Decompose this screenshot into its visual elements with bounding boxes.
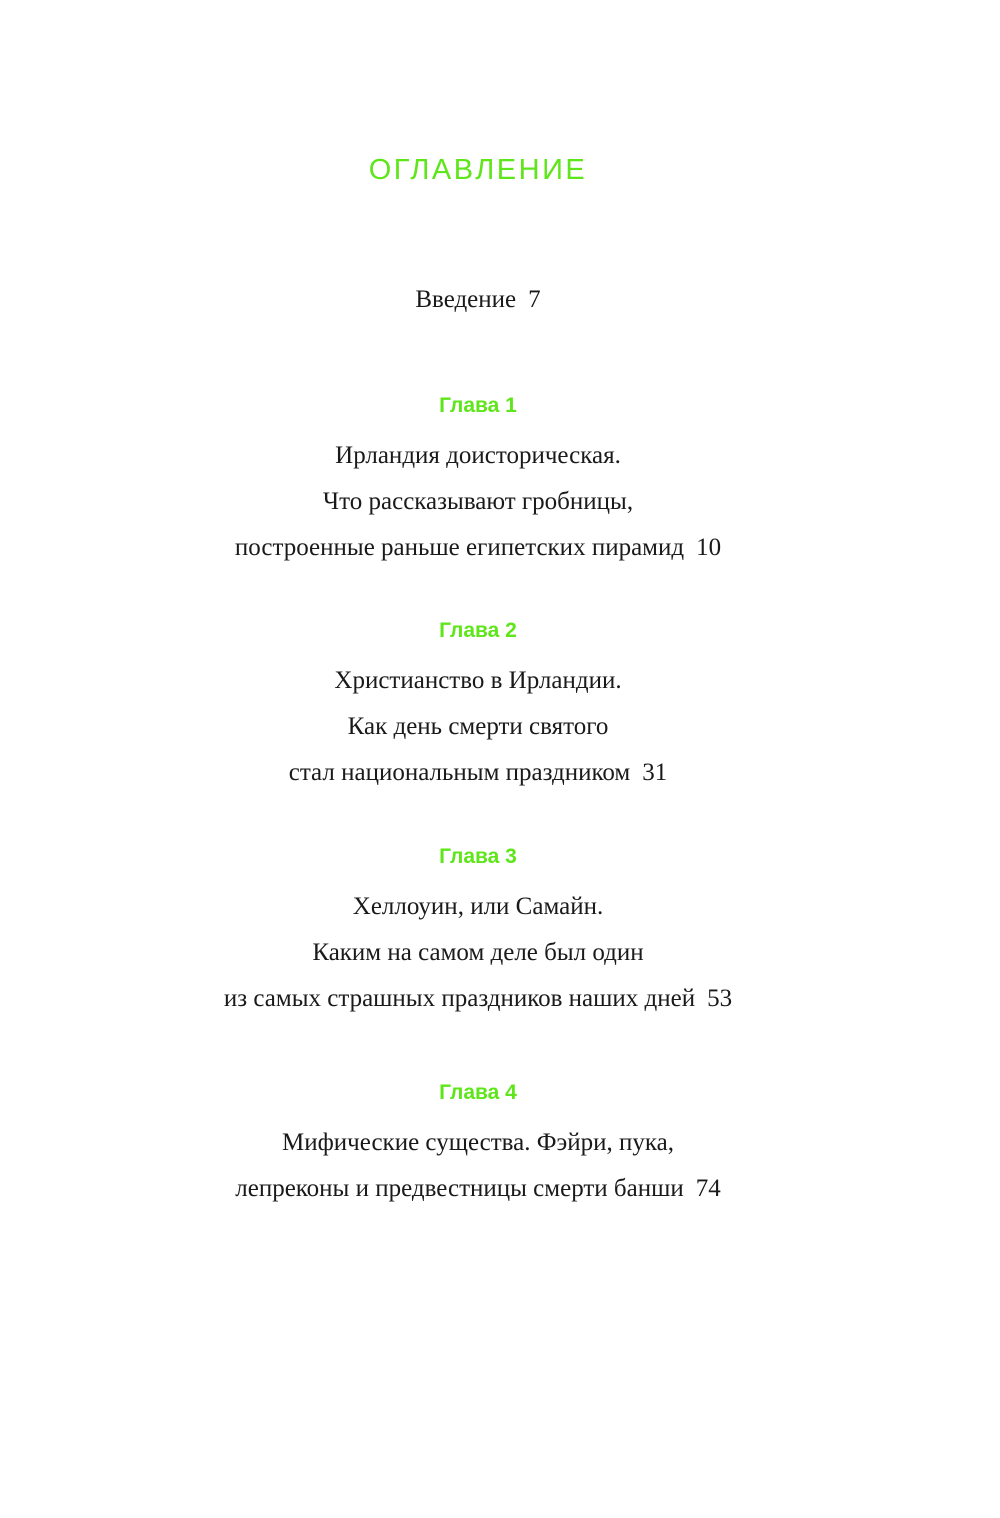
toc-entry-chapter-1[interactable] [0,391,956,571]
toc-entry-introduction[interactable] [0,280,956,320]
chapter-1-title-line-1: Ирландия доисторическая. [335,442,621,469]
chapter-1-title-line-3 [0,525,956,571]
intro-page-number: 7 [528,286,541,313]
chapter-3-title-line-1: Хеллоуин, или Самайн. [352,893,604,920]
toc-entry-chapter-4[interactable] [0,1078,956,1212]
toc-entry-chapter-2[interactable] [0,616,956,796]
chapter-3-page-number: 53 [707,985,733,1012]
chapter-2-title-line-3 [0,750,956,796]
chapter-1-page-number: 10 [696,534,722,561]
chapter-4-title-line-1: Мифические существа. Фэйри, пука, [281,1129,674,1156]
toc-title: ОГЛАВЛЕНИЕ [368,154,588,186]
chapter-4-label: Глава 4 [439,1081,517,1104]
chapter-4-title-line-2 [0,1166,956,1212]
chapter-1-title-line-2: Что рассказывают гробницы, [322,488,634,515]
chapter-1-title-line-3-text: построенные раньше египетских пирамид [234,534,685,561]
chapter-1-label: Глава 1 [439,394,517,417]
chapter-3-title-line-3-text: из самых страшных праздников наших дней [223,985,696,1012]
chapter-2-title-line-3-text: стал национальным праздником [288,759,631,786]
chapter-3-label: Глава 3 [439,845,517,868]
chapter-4-page-number: 74 [695,1175,721,1202]
chapter-2-label: Глава 2 [439,619,517,642]
intro-label: Введение [415,286,517,313]
chapter-3-title-line-2: Каким на самом деле был один [312,939,644,966]
chapter-3-title-line-3 [0,976,956,1022]
chapter-2-title-line-2: Как день смерти святого [347,713,609,740]
chapter-2-page-number: 31 [642,759,668,786]
chapter-2-title-line-1: Христианство в Ирландии. [334,667,622,694]
chapter-4-title-line-2-text: лепреконы и предвестницы смерти банши [235,1175,684,1202]
toc-entry-chapter-3[interactable] [0,842,956,1022]
